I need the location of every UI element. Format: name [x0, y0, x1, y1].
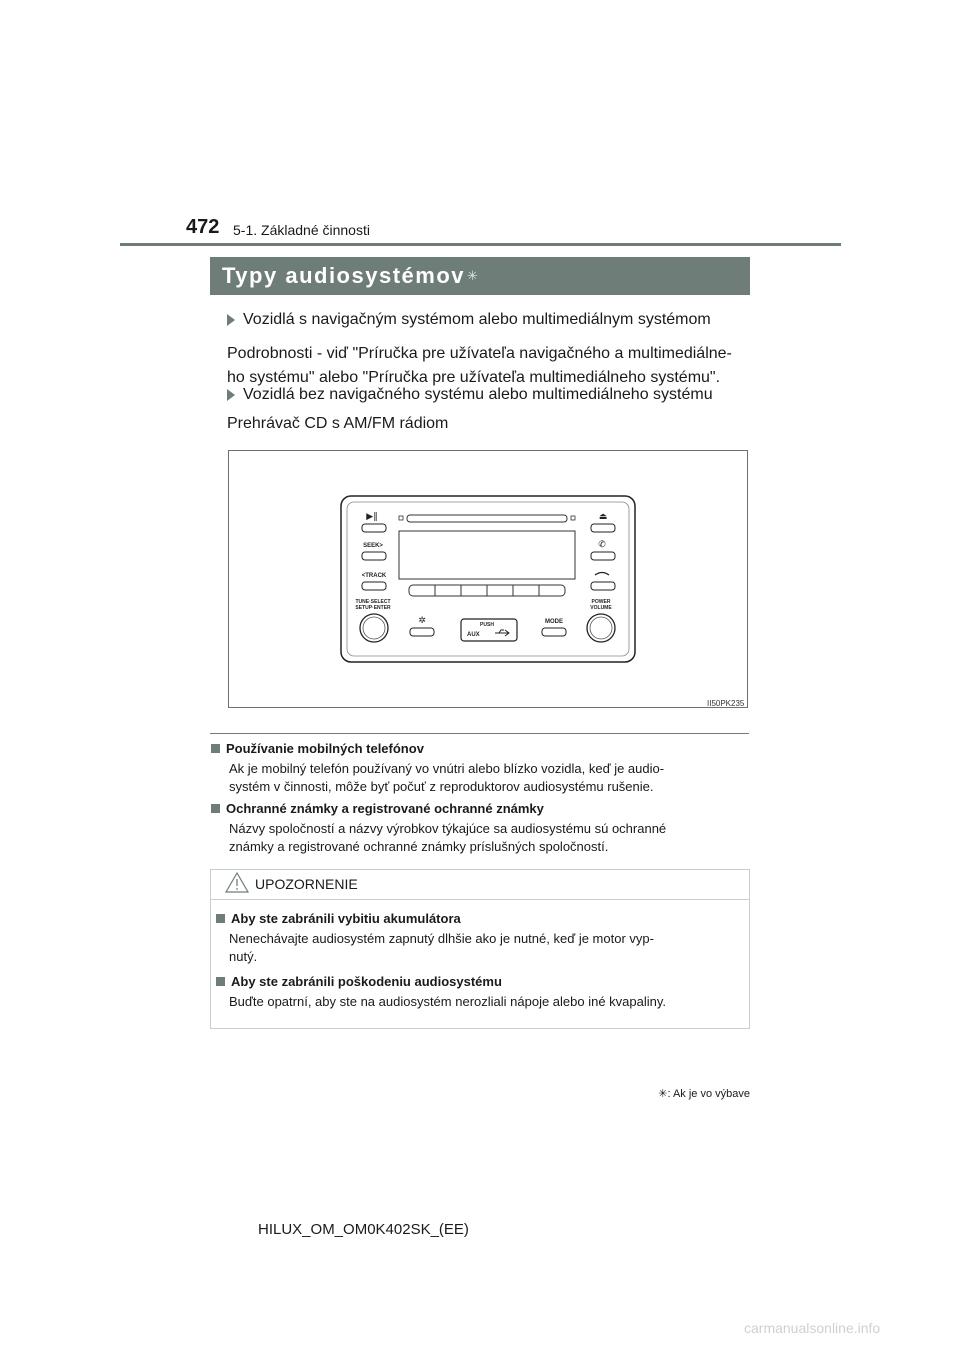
bullet-text: Vozidlá s navigačným systémom alebo multimediálnym systémom — [243, 311, 711, 328]
svg-text:PUSH: PUSH — [480, 622, 494, 628]
bullet-item — [227, 311, 711, 329]
svg-text:SETUP·ENTER: SETUP·ENTER — [355, 605, 391, 611]
svg-text:SEEK>: SEEK> — [363, 543, 383, 549]
bullet-item — [227, 386, 713, 404]
watermark: carmanualsonline.info — [744, 1320, 881, 1336]
warning-body — [229, 993, 743, 1011]
warning-line: Nenechávajte audiosystém zapnutý dlhšie ako je nutné, keď je motor vyp- — [229, 931, 654, 946]
svg-text:AUX: AUX — [467, 632, 480, 638]
document-id: HILUX_OM_OM0K402SK_(EE) — [258, 1221, 469, 1238]
triangle-bullet-icon — [227, 314, 235, 326]
paragraph-line: Podrobnosti - viď "Príručka pre užívateľa navigačného a multimediálne- — [227, 345, 732, 362]
page-number: 472 — [186, 216, 220, 238]
note-heading — [211, 801, 544, 816]
aux-usb-port — [461, 619, 517, 641]
svg-text:⏏: ⏏ — [598, 512, 608, 522]
svg-text:TUNE·SELECT: TUNE·SELECT — [355, 599, 391, 605]
note-body — [229, 760, 745, 796]
bullet-text: Vozidlá bez navigačného systému alebo multimediálneho systému — [243, 386, 713, 403]
note-body — [229, 820, 745, 856]
note-line: Ak je mobilný telefón používaný vo vnútri alebo blízko vozidla, keď je audio- — [229, 761, 665, 776]
header-rule — [120, 243, 841, 246]
paragraph-line: Prehrávač CD s AM/FM rádiom — [227, 415, 449, 432]
warning-line: Buďte opatrní, aby ste na audiosystém nerozliali nápoje alebo iné kvapaliny. — [229, 994, 667, 1009]
square-bullet-icon — [211, 744, 220, 753]
svg-text:✲: ✲ — [418, 616, 426, 626]
section-title — [210, 257, 750, 295]
optional-marker: ✳ — [467, 268, 480, 283]
cd-player-illustration — [229, 451, 747, 707]
svg-text:<TRACK: <TRACK — [361, 573, 387, 579]
eject-button — [591, 512, 615, 532]
cd-slot — [407, 515, 567, 522]
preset-buttons — [409, 585, 565, 596]
svg-text:MODE: MODE — [545, 619, 563, 625]
title-text: Typy audiosystémov — [222, 263, 465, 288]
phone-hangup-button — [591, 573, 615, 591]
note-line: Názvy spoločností a názvy výrobkov týkajúce sa audiosystému sú ochranné — [229, 821, 667, 836]
play-pause-button — [362, 512, 386, 532]
note-heading-text: Používanie mobilných telefónov — [226, 741, 424, 756]
mode-button — [542, 619, 566, 636]
paragraph-line: ho systému" alebo "Príručka pre užívateľa multimediálneho systému". — [227, 369, 721, 386]
seek-button — [362, 543, 386, 560]
figure-code: II50PK235 — [707, 699, 745, 708]
svg-text:▶‖: ▶‖ — [366, 512, 378, 522]
audio-unit-figure — [228, 450, 748, 708]
warning-heading — [216, 974, 502, 989]
divider — [210, 733, 749, 734]
svg-text:POWER: POWER — [591, 599, 611, 605]
square-bullet-icon — [211, 804, 220, 813]
warning-line: nutý. — [229, 949, 258, 964]
light-button — [410, 616, 434, 636]
warning-heading — [216, 911, 461, 926]
phone-pickup-button — [591, 540, 615, 560]
triangle-bullet-icon — [227, 389, 235, 401]
track-button — [362, 573, 387, 590]
warning-title: UPOZORNENIE — [255, 876, 358, 892]
paragraph — [227, 412, 755, 436]
note-line: známky a registrované ochranné známky príslušných spoločností. — [229, 839, 609, 854]
warning-heading-text: Aby ste zabránili poškodeniu audiosystému — [231, 974, 502, 989]
warning-heading-text: Aby ste zabránili vybitiu akumulátora — [231, 911, 461, 926]
display-screen — [399, 531, 575, 579]
note-heading — [211, 741, 424, 756]
footnote: ✳: Ak je vo výbave — [658, 1088, 750, 1100]
warning-separator — [211, 899, 749, 900]
square-bullet-icon — [216, 977, 225, 986]
tune-knob — [360, 614, 388, 642]
power-volume-knob — [587, 614, 615, 642]
note-heading-text: Ochranné známky a registrované ochranné známky — [226, 801, 544, 816]
section-label: 5-1. Základné činnosti — [233, 222, 370, 238]
svg-text:✆: ✆ — [598, 540, 606, 550]
svg-text:VOLUME: VOLUME — [590, 605, 612, 611]
square-bullet-icon — [216, 914, 225, 923]
paragraph — [227, 342, 755, 390]
warning-body — [229, 930, 743, 966]
warning-triangle-icon — [225, 872, 249, 898]
note-line: systém v činnosti, môže byť počuť z reproduktorov audiosystému rušenie. — [229, 779, 654, 794]
